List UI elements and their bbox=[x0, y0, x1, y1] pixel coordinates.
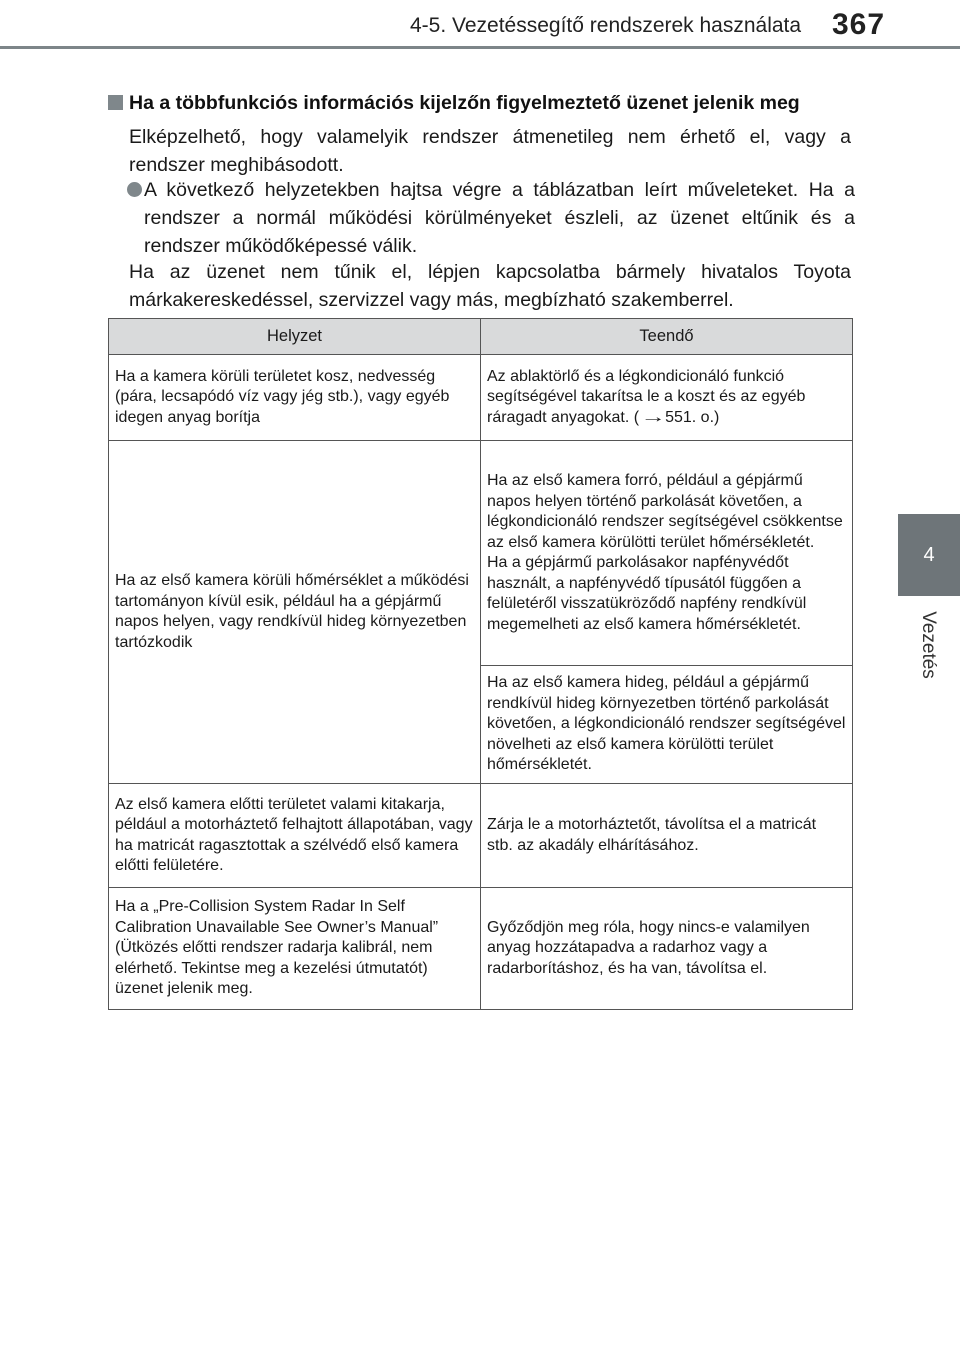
arrow-right-icon: → bbox=[640, 408, 666, 426]
square-bullet-icon bbox=[108, 95, 123, 110]
action-cell: Ha az első kamera hideg, például a gépjármű rendkívül hideg környezetben történő parkolását követően, a légkondicionáló rendszer segítségével növelheti az első kamera körülötti terület hőmérsékletét. bbox=[481, 666, 853, 784]
situation-cell: Ha a „Pre-Collision System Radar In Self Calibration Unavailable See Owner’s Manual” (Ütközés előtti rendszer radarja kalibrál, nem elérhető. Tekintse meg a kezelési útmutatót) üzenet jelenik meg. bbox=[109, 888, 481, 1010]
action-cell bbox=[481, 441, 853, 666]
header-section-title: 4-5. Vezetéssegítő rendszerek használata bbox=[410, 14, 802, 37]
section-heading-text: Ha a többfunkciós információs kijelzőn figyelmeztető üzenet jelenik meg bbox=[129, 92, 800, 114]
page-number: 367 bbox=[832, 8, 886, 41]
chapter-label bbox=[897, 600, 959, 690]
note-paragraph: Ha az üzenet nem tűnik el, lépjen kapcsolatba bármely hivatalos Toyota márkakereskedéssel, szervizzel vagy más, megbízható szakemberrel. bbox=[129, 261, 851, 311]
section-heading bbox=[108, 92, 800, 115]
action-cell: Zárja le a motorháztetőt, távolítsa el a matricát stb. az akadály elhárításához. bbox=[481, 784, 853, 888]
table-row bbox=[109, 355, 853, 441]
table-header-row bbox=[109, 319, 853, 355]
chapter-tab: 4 bbox=[898, 514, 960, 596]
header-situation: Helyzet bbox=[109, 319, 481, 355]
situation-cell: Az első kamera előtti területet valami kitakarja, például a motorháztető felhajtott állapotában, vagy ha matricát ragasztottak a szélvédő első kamera előtti felületére. bbox=[109, 784, 481, 888]
chapter-label-text: Vezetés bbox=[918, 611, 939, 679]
table-row bbox=[109, 888, 853, 1010]
table-row bbox=[109, 784, 853, 888]
action-text: Ha az első kamera forró, például a gépjármű napos helyen történő parkolását követően, a légkondicionáló rendszer segítségével csökkentse az első kamera körülötti terület hőmérsékletét. bbox=[487, 472, 843, 551]
header-action: Teendő bbox=[481, 319, 853, 355]
situation-action-table bbox=[108, 318, 853, 1010]
situation-cell: Ha a kamera körüli területet kosz, nedvesség (pára, lecsapódó víz vagy jég stb.), vagy egyéb idegen anyag borítja bbox=[109, 355, 481, 441]
action-cell: Győződjön meg róla, hogy nincs-e valamilyen anyag hozzátapadva a radarhoz vagy a radarborításhoz, és ha van, távolítsa el. bbox=[481, 888, 853, 1010]
page-reference: 551. o.) bbox=[665, 408, 720, 426]
header-divider bbox=[0, 46, 960, 49]
table-row bbox=[109, 441, 853, 666]
action-cell bbox=[481, 355, 853, 441]
bullet-paragraph: A következő helyzetekben hajtsa végre a táblázatban leírt műveleteket. Ha a rendszer a normál működési körülményeket észleli, az üzenet eltűnik és a rendszer működőképessé válik. bbox=[144, 179, 855, 257]
intro-paragraph: Elképzelhető, hogy valamelyik rendszer átmenetileg nem érhető el, vagy a rendszer meghibásodott. bbox=[129, 126, 851, 176]
action-text: Az ablaktörlő és a légkondicionáló funkció segítségével takarítsa le a koszt és az egyéb ráragadt anyagokat. ( bbox=[487, 367, 806, 426]
situation-cell: Ha az első kamera körüli hőmérséklet a működési tartományon kívül esik, például ha a gépjármű napos helyen, vagy rendkívül hideg környezetben tartózkodik bbox=[109, 441, 481, 784]
action-text: Ha a gépjármű parkolásakor napfényvédőt használt, a napfényvédő típusától függően a felületéről visszatükröződő napfény rendkívül megemelheti az első kamera hőmérsékletét. bbox=[487, 554, 807, 633]
circle-bullet-icon bbox=[127, 182, 142, 197]
